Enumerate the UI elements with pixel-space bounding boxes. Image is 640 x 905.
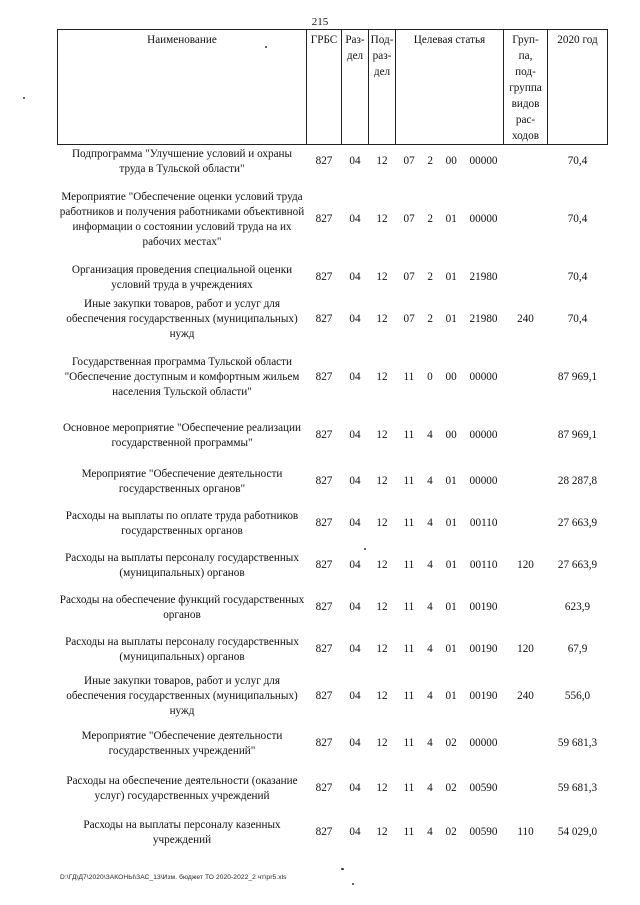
target-code-parts [397, 154, 503, 169]
target-code-p3: 01 [445, 213, 457, 225]
row-grbs: 827 [315, 690, 333, 702]
row-name: Мероприятие "Обеспечение деятельности государственных органов" [81, 467, 283, 495]
target-code-p4: 00000 [469, 737, 498, 749]
row-section: 04 [349, 690, 361, 702]
target-code-p4: 21980 [469, 271, 498, 283]
row-name: Расходы на выплаты персоналу государственных (муниципальных) органов [65, 551, 299, 579]
row-expense-group: 240 [517, 313, 534, 325]
target-code-p3: 01 [445, 601, 457, 613]
row-target-code [396, 671, 504, 723]
row-grbs: 827 [315, 826, 333, 838]
row-subsection: 12 [376, 271, 388, 283]
row-section: 04 [349, 601, 361, 613]
target-code-p4: 00000 [469, 155, 498, 168]
row-grbs: 827 [315, 643, 333, 655]
row-expense-group: 240 [517, 690, 534, 702]
row-name: Подпрограмма "Улучшение условий и охраны труда в Тульской области" [71, 147, 293, 175]
row-grbs: 827 [315, 213, 333, 225]
row-section: 04 [349, 517, 361, 529]
table-row [58, 671, 608, 723]
budget-table [57, 29, 608, 853]
target-code-p3: 02 [445, 737, 457, 749]
row-subsection: 12 [376, 313, 388, 325]
row-subsection: 12 [376, 643, 388, 655]
target-code-p2: 4 [427, 429, 433, 441]
row-section: 04 [349, 826, 361, 838]
target-code-p4: 00110 [469, 559, 498, 571]
row-name: Расходы на выплаты по оплате труда работников государственных органов [65, 509, 299, 537]
row-expense-group: 110 [517, 826, 534, 838]
target-code-p3: 01 [445, 643, 457, 655]
target-code-p3: 00 [445, 371, 457, 383]
row-grbs: 827 [315, 155, 333, 168]
row-amount-2020: 87 969,1 [557, 371, 598, 383]
target-code-parts [397, 600, 503, 615]
row-expense-group [504, 587, 548, 629]
row-grbs: 827 [315, 737, 333, 749]
target-code-p2: 4 [427, 690, 433, 702]
target-code-p1: 07 [403, 313, 415, 325]
row-section: 04 [349, 155, 361, 168]
row-name: Расходы на выплаты персоналу казенных учреждений [83, 818, 281, 846]
target-code-p2: 4 [427, 517, 433, 529]
target-code-p3: 01 [445, 313, 457, 325]
row-grbs: 827 [315, 559, 333, 571]
row-subsection: 12 [376, 601, 388, 613]
row-section: 04 [349, 737, 361, 749]
row-amount-2020: 70,4 [567, 271, 588, 283]
target-code-parts [397, 312, 503, 327]
target-code-p3: 01 [445, 271, 457, 283]
target-code-p2: 4 [427, 737, 433, 749]
target-code-p1: 07 [403, 213, 415, 225]
target-code-p2: 4 [427, 601, 433, 613]
target-code-p3: 01 [445, 517, 457, 529]
row-name: Иные закупки товаров, работ и услуг для обеспечения государственных (муниципальных) нужд [66, 298, 298, 340]
row-target-code [396, 629, 504, 671]
file-path-footer: D:\ГД\Д7\2020\ЗАКОНЫ\ЗАС_13\Изм. бюджет ТО 2020-2022_2 чт\pr5.xls [60, 874, 287, 881]
target-code-p1: 11 [403, 517, 415, 529]
row-grbs: 827 [315, 517, 333, 529]
row-subsection: 12 [376, 475, 388, 487]
row-target-code [396, 723, 504, 765]
header-section: Раз- дел [342, 30, 369, 145]
scan-speck [352, 883, 354, 885]
table-row [58, 345, 608, 411]
target-code-p1: 11 [403, 475, 415, 487]
table-row [58, 261, 608, 295]
table-row [58, 629, 608, 671]
row-target-code [396, 145, 504, 179]
row-expense-group [504, 145, 548, 179]
target-code-parts [397, 558, 503, 573]
target-code-p1: 07 [403, 271, 415, 283]
header-subsection: Под- раз- дел [369, 30, 396, 145]
target-code-p3: 01 [445, 475, 457, 487]
table-row [58, 145, 608, 179]
row-target-code [396, 461, 504, 503]
row-name: Иные закупки товаров, работ и услуг для обеспечения государственных (муниципальных) нужд [66, 675, 298, 717]
target-code-p1: 11 [403, 782, 415, 794]
table-row [58, 411, 608, 461]
target-code-p2: 2 [427, 271, 433, 283]
row-target-code [396, 545, 504, 587]
row-amount-2020: 59 681,3 [557, 737, 598, 749]
target-code-p2: 4 [427, 782, 433, 794]
header-year: 2020 год [548, 30, 608, 145]
row-amount-2020: 70,4 [567, 313, 588, 325]
target-code-p2: 4 [427, 559, 433, 571]
target-code-p4: 00110 [469, 517, 498, 529]
row-expense-group [504, 261, 548, 295]
target-code-parts [397, 736, 503, 751]
scan-speck [265, 46, 267, 48]
row-section: 04 [349, 475, 361, 487]
target-code-p2: 2 [427, 155, 433, 168]
row-target-code [396, 345, 504, 411]
target-code-parts [397, 781, 503, 796]
row-grbs: 827 [315, 271, 333, 283]
target-code-p1: 11 [403, 371, 415, 383]
row-subsection: 12 [376, 559, 388, 571]
row-expense-group [504, 411, 548, 461]
target-code-parts [397, 642, 503, 657]
target-code-p3: 00 [445, 155, 457, 168]
target-code-p2: 4 [427, 475, 433, 487]
row-expense-group [504, 503, 548, 545]
target-code-p4: 21980 [469, 313, 498, 325]
row-expense-group [504, 765, 548, 813]
target-code-p3: 00 [445, 429, 457, 441]
table-row [58, 587, 608, 629]
row-section: 04 [349, 371, 361, 383]
row-section: 04 [349, 429, 361, 441]
table-row [58, 723, 608, 765]
target-code-p2: 2 [427, 213, 433, 225]
row-section: 04 [349, 643, 361, 655]
row-subsection: 12 [376, 782, 388, 794]
row-amount-2020: 67,9 [567, 643, 588, 655]
row-expense-group [504, 723, 548, 765]
row-grbs: 827 [315, 429, 333, 441]
target-code-p1: 11 [403, 643, 415, 655]
row-grbs: 827 [315, 475, 333, 487]
row-amount-2020: 28 287,8 [557, 475, 598, 487]
header-target: Целевая статья [396, 30, 504, 145]
target-code-p4: 00000 [469, 213, 498, 225]
page-number: 215 [311, 16, 329, 28]
row-grbs: 827 [315, 371, 333, 383]
row-name: Мероприятие "Обеспечение оценки условий труда работников и получения работниками объективной информации о состоянии условий труда на их рабочих местах" [59, 190, 305, 248]
table-row [58, 503, 608, 545]
row-target-code [396, 261, 504, 295]
target-code-p1: 11 [403, 559, 415, 571]
target-code-p4: 00190 [469, 601, 498, 613]
row-target-code [396, 765, 504, 813]
target-code-p2: 2 [427, 313, 433, 325]
target-code-parts [397, 516, 503, 531]
row-subsection: 12 [376, 737, 388, 749]
target-code-p4: 00590 [469, 826, 498, 838]
row-grbs: 827 [315, 782, 333, 794]
row-name: Основное мероприятие "Обеспечение реализации государственной программы" [62, 421, 302, 449]
row-section: 04 [349, 782, 361, 794]
row-target-code [396, 503, 504, 545]
row-grbs: 827 [315, 313, 333, 325]
target-code-p2: 4 [427, 826, 433, 838]
target-code-p3: 02 [445, 782, 457, 794]
row-subsection: 12 [376, 690, 388, 702]
row-section: 04 [349, 271, 361, 283]
table-header-row [58, 30, 608, 145]
target-code-p1: 11 [403, 601, 415, 613]
row-target-code [396, 295, 504, 345]
row-amount-2020: 623,9 [564, 601, 591, 613]
row-section: 04 [349, 213, 361, 225]
row-amount-2020: 59 681,3 [557, 782, 598, 794]
row-name: Организация проведения специальной оценки условий труда в учреждениях [71, 263, 293, 291]
target-code-p1: 11 [403, 429, 415, 441]
target-code-p1: 11 [403, 690, 415, 702]
row-amount-2020: 70,4 [567, 213, 588, 225]
target-code-p4: 00190 [469, 643, 498, 655]
row-name: Расходы на обеспечение деятельности (оказание услуг) государственных учреждений [66, 774, 298, 802]
target-code-p3: 01 [445, 559, 457, 571]
target-code-parts [397, 825, 503, 840]
target-code-p4: 00000 [469, 371, 498, 383]
target-code-p3: 02 [445, 826, 457, 838]
row-amount-2020: 27 663,9 [557, 517, 598, 529]
row-name: Расходы на обеспечение функций государственных органов [59, 593, 305, 621]
row-target-code [396, 179, 504, 261]
target-code-p4: 00000 [469, 475, 498, 487]
row-amount-2020: 87 969,1 [557, 429, 598, 441]
target-code-parts [397, 689, 503, 704]
target-code-p2: 4 [427, 643, 433, 655]
row-target-code [396, 587, 504, 629]
row-amount-2020: 27 663,9 [557, 559, 598, 571]
table-row [58, 813, 608, 853]
target-code-p1: 11 [403, 737, 415, 749]
row-subsection: 12 [376, 517, 388, 529]
table-body [58, 145, 608, 853]
target-code-p2: 0 [427, 371, 433, 383]
header-name: Наименование [58, 30, 307, 145]
row-expense-group [504, 461, 548, 503]
scan-speck [341, 868, 344, 870]
row-expense-group [504, 345, 548, 411]
row-expense-group: 120 [517, 559, 534, 571]
target-code-p3: 01 [445, 690, 457, 702]
row-subsection: 12 [376, 155, 388, 168]
target-code-p1: 11 [403, 826, 415, 838]
row-target-code [396, 411, 504, 461]
target-code-parts [397, 270, 503, 285]
row-target-code [396, 813, 504, 853]
table-row [58, 179, 608, 261]
row-subsection: 12 [376, 429, 388, 441]
row-amount-2020: 54 029,0 [557, 826, 598, 838]
scan-speck [364, 548, 366, 550]
target-code-p4: 00190 [469, 690, 498, 702]
target-code-parts [397, 474, 503, 489]
row-grbs: 827 [315, 601, 333, 613]
table-row [58, 461, 608, 503]
row-name: Государственная программа Тульской области "Обеспечение доступным и комфортным жильем населения Тульской области" [64, 356, 300, 398]
row-subsection: 12 [376, 371, 388, 383]
target-code-parts [397, 370, 503, 385]
header-grbs: ГРБС [307, 30, 342, 145]
table-row [58, 545, 608, 587]
row-name: Расходы на выплаты персоналу государственных (муниципальных) органов [65, 635, 299, 663]
target-code-parts [397, 428, 503, 443]
row-section: 04 [349, 559, 361, 571]
target-code-p4: 00000 [469, 429, 498, 441]
row-subsection: 12 [376, 826, 388, 838]
target-code-p4: 00590 [469, 782, 498, 794]
header-group: Груп- па, под- группа видов рас- ходов [504, 30, 548, 145]
row-amount-2020: 556,0 [564, 690, 591, 702]
target-code-parts [397, 212, 503, 227]
target-code-p1: 07 [403, 155, 415, 168]
row-expense-group [504, 179, 548, 261]
table-row [58, 765, 608, 813]
row-name: Мероприятие "Обеспечение деятельности государственных учреждений" [81, 729, 283, 757]
scan-speck [23, 97, 25, 99]
row-expense-group: 120 [517, 643, 534, 655]
row-amount-2020: 70,4 [567, 155, 588, 168]
row-subsection: 12 [376, 213, 388, 225]
row-section: 04 [349, 313, 361, 325]
table-row [58, 295, 608, 345]
